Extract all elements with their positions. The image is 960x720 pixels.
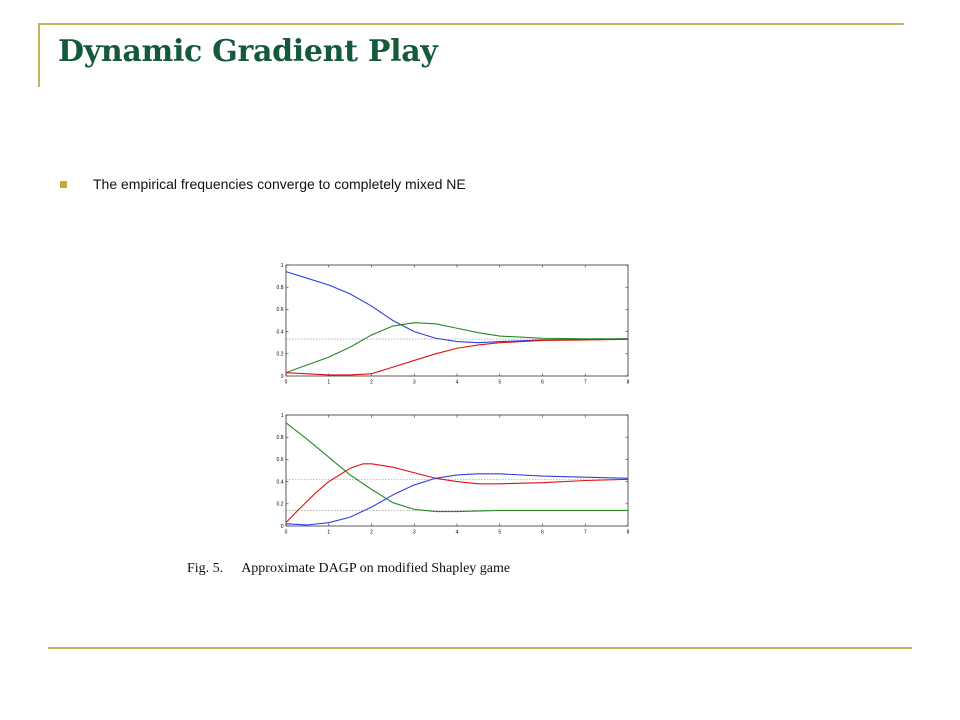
chart-1-y-tick-label-0.4: 0.4 xyxy=(276,329,284,336)
chart-1-x-tick-label-4: 4 xyxy=(455,379,459,386)
chart-2-y-tick-label-0: 0 xyxy=(280,523,284,530)
chart-2-x-tick-label-1: 1 xyxy=(327,529,331,536)
chart-1-y-tick-label-0: 0 xyxy=(280,373,284,380)
bullet-text: The empirical frequencies converge to completely mixed NE xyxy=(93,176,466,192)
chart-1-x-tick-label-3: 3 xyxy=(412,379,416,386)
chart-2-frame xyxy=(286,415,628,526)
bottom-rule xyxy=(48,647,912,649)
chart-1-x-tick-label-6: 6 xyxy=(541,379,544,386)
chart-2-x-tick-label-0: 0 xyxy=(284,529,288,536)
figure-caption-label: Fig. 5. xyxy=(187,561,224,576)
chart-1-x-tick-label-7: 7 xyxy=(583,379,587,386)
chart-1-frame xyxy=(286,265,628,376)
chart-2-x-tick-label-4: 4 xyxy=(455,529,459,536)
chart-2-x-tick-label-8: 8 xyxy=(626,529,630,536)
chart-2-x-tick-label-5: 5 xyxy=(498,529,502,536)
chart-2-x-tick-label-3: 3 xyxy=(412,529,416,536)
chart-2-x-tick-label-6: 6 xyxy=(541,529,544,536)
figure-caption xyxy=(187,561,510,577)
figure-caption-text: Approximate DAGP on modified Shapley game xyxy=(241,561,511,576)
chart-2-y-tick-label-0.8: 0.8 xyxy=(276,435,284,441)
chart-2-y-tick-label-0.2: 0.2 xyxy=(276,501,284,508)
chart-2-x-tick-label-7: 7 xyxy=(583,529,587,536)
chart-1-x-tick-label-5: 5 xyxy=(498,379,502,386)
chart-1-x-tick-label-2: 2 xyxy=(370,379,373,386)
chart-1-x-tick-label-1: 1 xyxy=(327,379,331,386)
chart-1-x-tick-label-0: 0 xyxy=(284,379,288,386)
chart-2-y-tick-label-1: 1 xyxy=(280,412,284,419)
chart-1-y-tick-label-0.2: 0.2 xyxy=(276,351,284,358)
chart-1-y-tick-label-1: 1 xyxy=(280,262,284,269)
chart-1-y-tick-label-0.6: 0.6 xyxy=(276,307,284,314)
chart-2-y-tick-label-0.6: 0.6 xyxy=(276,457,284,464)
slide-title: Dynamic Gradient Play xyxy=(58,34,438,69)
chart-2-y-tick-label-0.4: 0.4 xyxy=(276,479,284,486)
chart-1-x-tick-label-8: 8 xyxy=(626,379,630,386)
chart-1-y-tick-label-0.8: 0.8 xyxy=(276,285,284,291)
chart-2-x-tick-label-2: 2 xyxy=(370,529,373,536)
